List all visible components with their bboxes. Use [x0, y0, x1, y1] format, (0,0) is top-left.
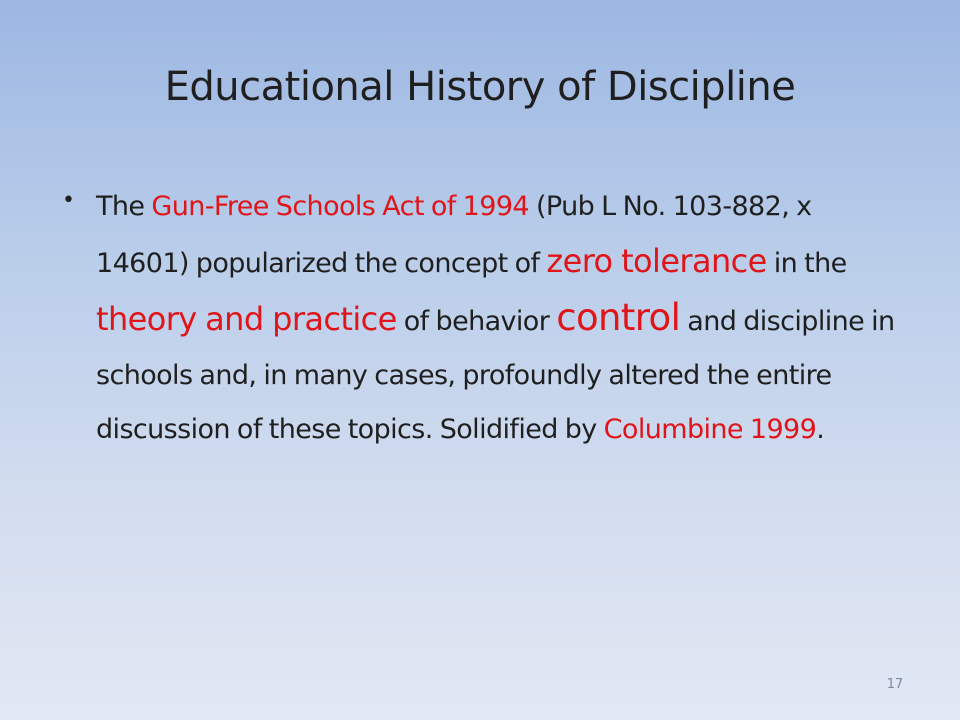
highlight-columbine-1999: Columbine 1999 — [603, 414, 817, 445]
highlight-gun-free-schools-act: Gun-Free Schools Act of 1994 — [151, 191, 529, 222]
highlight-theory-and-practice: theory and practice — [96, 300, 397, 338]
text-segment: in the — [766, 248, 847, 279]
highlight-zero-tolerance: zero tolerance — [546, 242, 767, 280]
slide-body — [62, 180, 902, 457]
text-segment: and discipline in schools and, in many cases, profoundly altered the entire discussion of these topics. Solidified by — [96, 306, 895, 445]
text-segment: of behavior — [396, 306, 557, 337]
bullet-text — [96, 180, 902, 457]
bullet-dot-icon: • — [62, 188, 75, 213]
text-segment: The — [96, 191, 152, 222]
slide-title: Educational History of Discipline — [164, 64, 796, 110]
text-segment: . — [816, 414, 825, 445]
bullet-item — [62, 180, 902, 457]
highlight-control: control — [556, 296, 681, 339]
page-number: 17 — [886, 677, 904, 692]
text-segment: (Pub L No. 103-882, x 14601) popularized the concept of — [96, 191, 812, 279]
